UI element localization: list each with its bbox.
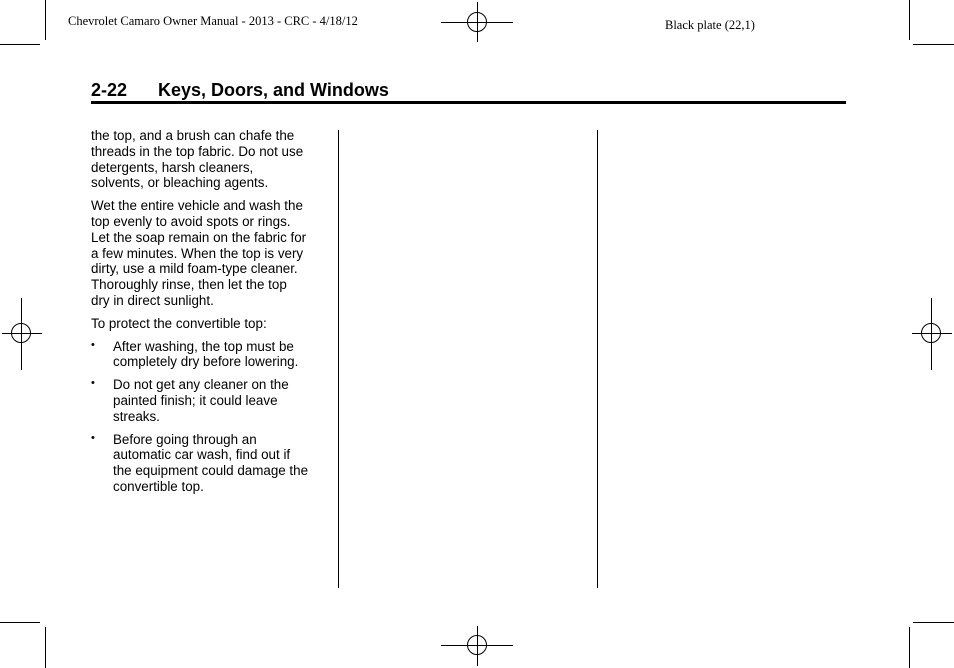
list-item: • Before going through an automatic car wash, find out if the equipment could damage the convertible top.: [91, 431, 309, 494]
column-divider: [338, 130, 339, 588]
paragraph: Wet the entire vehicle and wash the top evenly to avoid spots or rings. Let the soap remain on the fabric for a few minutes. When the top is very dirty, use a mild foam-type cleaner. Thoroughly rinse, then let the top dry in direct sunlight.: [91, 198, 307, 308]
list-item: • Do not get any cleaner on the painted finish; it could leave streaks.: [91, 377, 289, 424]
bullet-icon: •: [91, 377, 95, 390]
crop-mark: [0, 622, 40, 623]
crop-mark: [913, 44, 954, 45]
crop-mark: [909, 0, 910, 40]
paragraph: the top, and a brush can chafe the threads in the top fabric. Do not use detergents, harsh cleaners, solvents, or bleaching agents.: [91, 128, 304, 191]
column-1-text: [91, 128, 331, 502]
list-intro: To protect the convertible top:: [91, 315, 267, 331]
list-item: • After washing, the top must be completely dry before lowering.: [91, 338, 299, 370]
registration-circle-icon: [467, 635, 487, 655]
header-rule: [91, 101, 846, 104]
section-title: Keys, Doors, and Windows: [158, 80, 389, 100]
bullet-icon: •: [91, 338, 95, 351]
print-slug-left: Chevrolet Camaro Owner Manual - 2013 - CRC - 4/18/12: [68, 14, 358, 28]
crop-mark: [0, 44, 40, 45]
bullet-list: [91, 339, 331, 495]
registration-circle-icon: [921, 323, 941, 343]
running-header: [91, 80, 389, 101]
crop-mark: [909, 627, 910, 668]
registration-circle-icon: [11, 323, 31, 343]
crop-mark: [913, 622, 954, 623]
column-divider: [597, 130, 598, 588]
bullet-icon: •: [91, 431, 95, 444]
crop-mark: [45, 627, 46, 668]
registration-circle-icon: [467, 12, 487, 32]
page-number: 2-22: [91, 80, 128, 100]
crop-mark: [45, 0, 46, 40]
print-slug-right: Black plate (22,1): [665, 18, 755, 32]
